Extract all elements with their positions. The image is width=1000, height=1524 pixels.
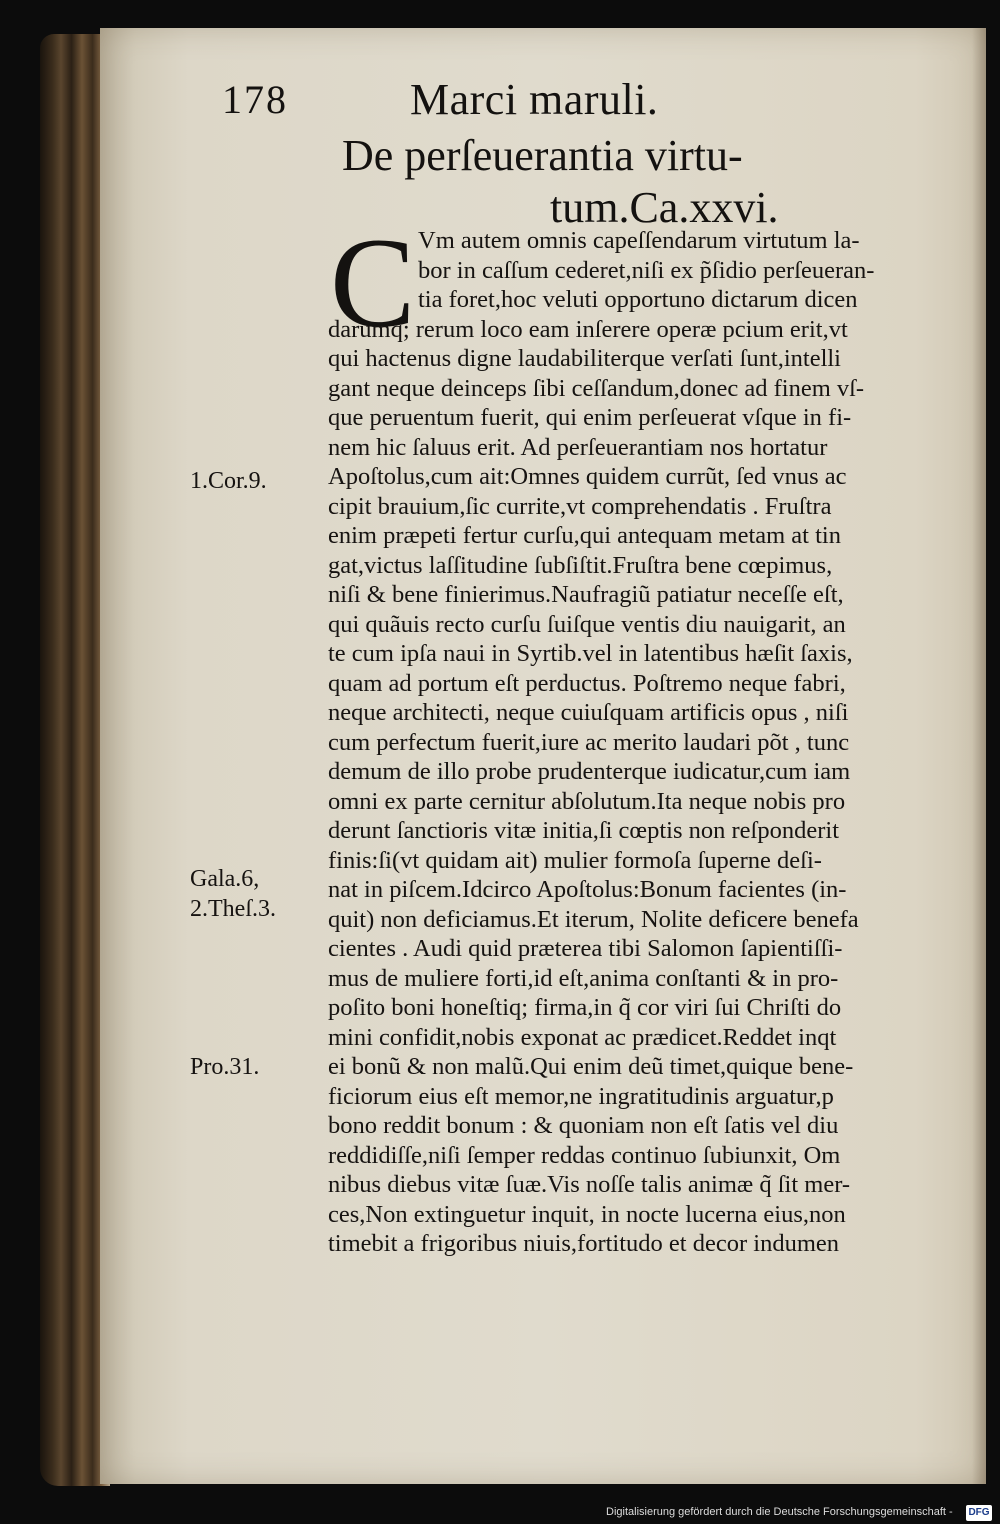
text-line: que peruentum fuerit, qui enim perſeuerat vſque in fi- — [328, 404, 852, 431]
margin-note-gala-6: Gala.6, — [190, 866, 260, 892]
text-line: quam ad portum eſt perductus. Poſtremo neque fabri, — [328, 669, 846, 697]
text-line: ces,Non extinguetur inquit, in nocte lucerna eius,non — [328, 1200, 846, 1228]
page-number: 178 — [222, 77, 288, 122]
text-line: niſi & bene finierimus.Naufragiũ patiatur neceſſe eſt, — [328, 581, 844, 608]
text-line: te cum ipſa naui in Syrtib.vel in latentibus hæſit ſaxis, — [328, 640, 853, 667]
body-text — [226, 212, 966, 1259]
text-line: nem hic ſaluus erit. Ad perſeuerantiam nos hortatur — [328, 433, 828, 461]
text-line: cipit brauium,ſic currite,vt comprehendatis . Fruſtra — [328, 492, 832, 520]
digitization-credit: Digitalisierung gefördert durch die Deutsche Forschungsgemeinschaft - — [606, 1506, 953, 1518]
text-line: nat in piſcem.Idcirco Apoſtolus:Bonum facientes (in- — [328, 876, 847, 903]
margin-note-pro-31: Pro.31. — [190, 1054, 260, 1080]
text-line: mus de muliere forti,id eſt,anima conſtanti & in pro- — [328, 964, 839, 992]
text-line: demum de illo probe prudenterque iudicatur,cum iam — [328, 758, 851, 785]
text-line: timebit a frigoribus niuis,fortitudo et decor indumen — [328, 1230, 839, 1257]
text-line: gat,victus laſſitudine ſubſiſtit.Fruſtra bene cœpimus, — [328, 551, 833, 579]
running-head: Marci maruli. — [410, 75, 659, 124]
text-line: qui quãuis recto curſu ſuiſque ventis diu nauigarit, an — [328, 610, 846, 638]
text-line: neque architecti, neque cuiuſquam artificis opus , niſi — [328, 699, 849, 726]
text-line: enim præpeti fertur curſu,qui antequam metam at tin — [328, 522, 841, 549]
text-line: quit) non deficiamus.Et iterum, Nolite deficere benefa — [328, 905, 859, 933]
text-line: omni ex parte cernitur abſolutum.Ita neque nobis pro — [328, 787, 846, 815]
text-line: nibus diebus vitæ ſuæ.Vis noſſe talis animæ q̃ ſit mer- — [328, 1171, 851, 1198]
text-line: bono reddit bonum : & quoniam non eſt ſatis vel diu — [328, 1112, 839, 1139]
margin-note-2-thes-3: 2.Theſ.3. — [190, 896, 276, 922]
text-line: reddidiſſe,niſi ſemper reddas continuo ſubiunxit, Om — [328, 1141, 841, 1169]
text-line: finis:ſi(vt quidam ait) mulier formoſa ſuperne deſi- — [328, 846, 822, 874]
page-header — [222, 60, 782, 130]
text-line: darumq; rerum loco eam inſerere operæ pcium erit,vt — [328, 315, 848, 343]
text-line: ei bonũ & non malũ.Qui enim deũ timet,quique bene- — [328, 1053, 854, 1080]
text-line: mini confidit,nobis exponat ac prædicet.Reddet inqt — [328, 1023, 837, 1051]
text-line: Vm autem omnis capeſſendarum virtutum la- — [418, 227, 860, 254]
text-line: cum perfectum fuerit,iure ac merito laudari põt , tunc — [328, 728, 850, 756]
text-line: derunt ſanctioris vitæ initia,ſi cœptis non reſponderit — [328, 817, 840, 844]
margin-note-1-cor-9: 1.Cor.9. — [190, 468, 267, 494]
text-line: cientes . Audi quid præterea tibi Salomon ſapientiſſi- — [328, 935, 843, 962]
dfg-logo-icon: DFG — [966, 1505, 992, 1521]
text-line: poſito boni honeſtiq; firma,in q̃ cor viri ſui Chriſti do — [328, 994, 842, 1021]
text-line: ficiorum eius eſt memor,ne ingratitudinis arguatur,p — [328, 1082, 834, 1110]
text-line: gant neque deinceps ſibi ceſſandum,donec ad finem vſ- — [328, 374, 865, 402]
text-line: Apoſtolus,cum ait:Omnes quidem currũt, ſed vnus ac — [328, 463, 847, 490]
chapter-title-line-2: tum.Ca.xxvi. — [550, 183, 779, 232]
text-line: bor in caſſum cederet,niſi ex p̃ſidio perſeueran- — [418, 256, 875, 284]
text-line: tia foret,hoc veluti opportuno dictarum dicen — [418, 286, 858, 313]
drop-cap-initial: C — [330, 212, 416, 354]
page-gutter-shadow — [972, 28, 986, 1484]
text-line: qui hactenus digne laudabiliterque verſati ſunt,intelli — [328, 345, 841, 372]
chapter-title-line-1: De perſeuerantia virtu- — [342, 131, 743, 180]
